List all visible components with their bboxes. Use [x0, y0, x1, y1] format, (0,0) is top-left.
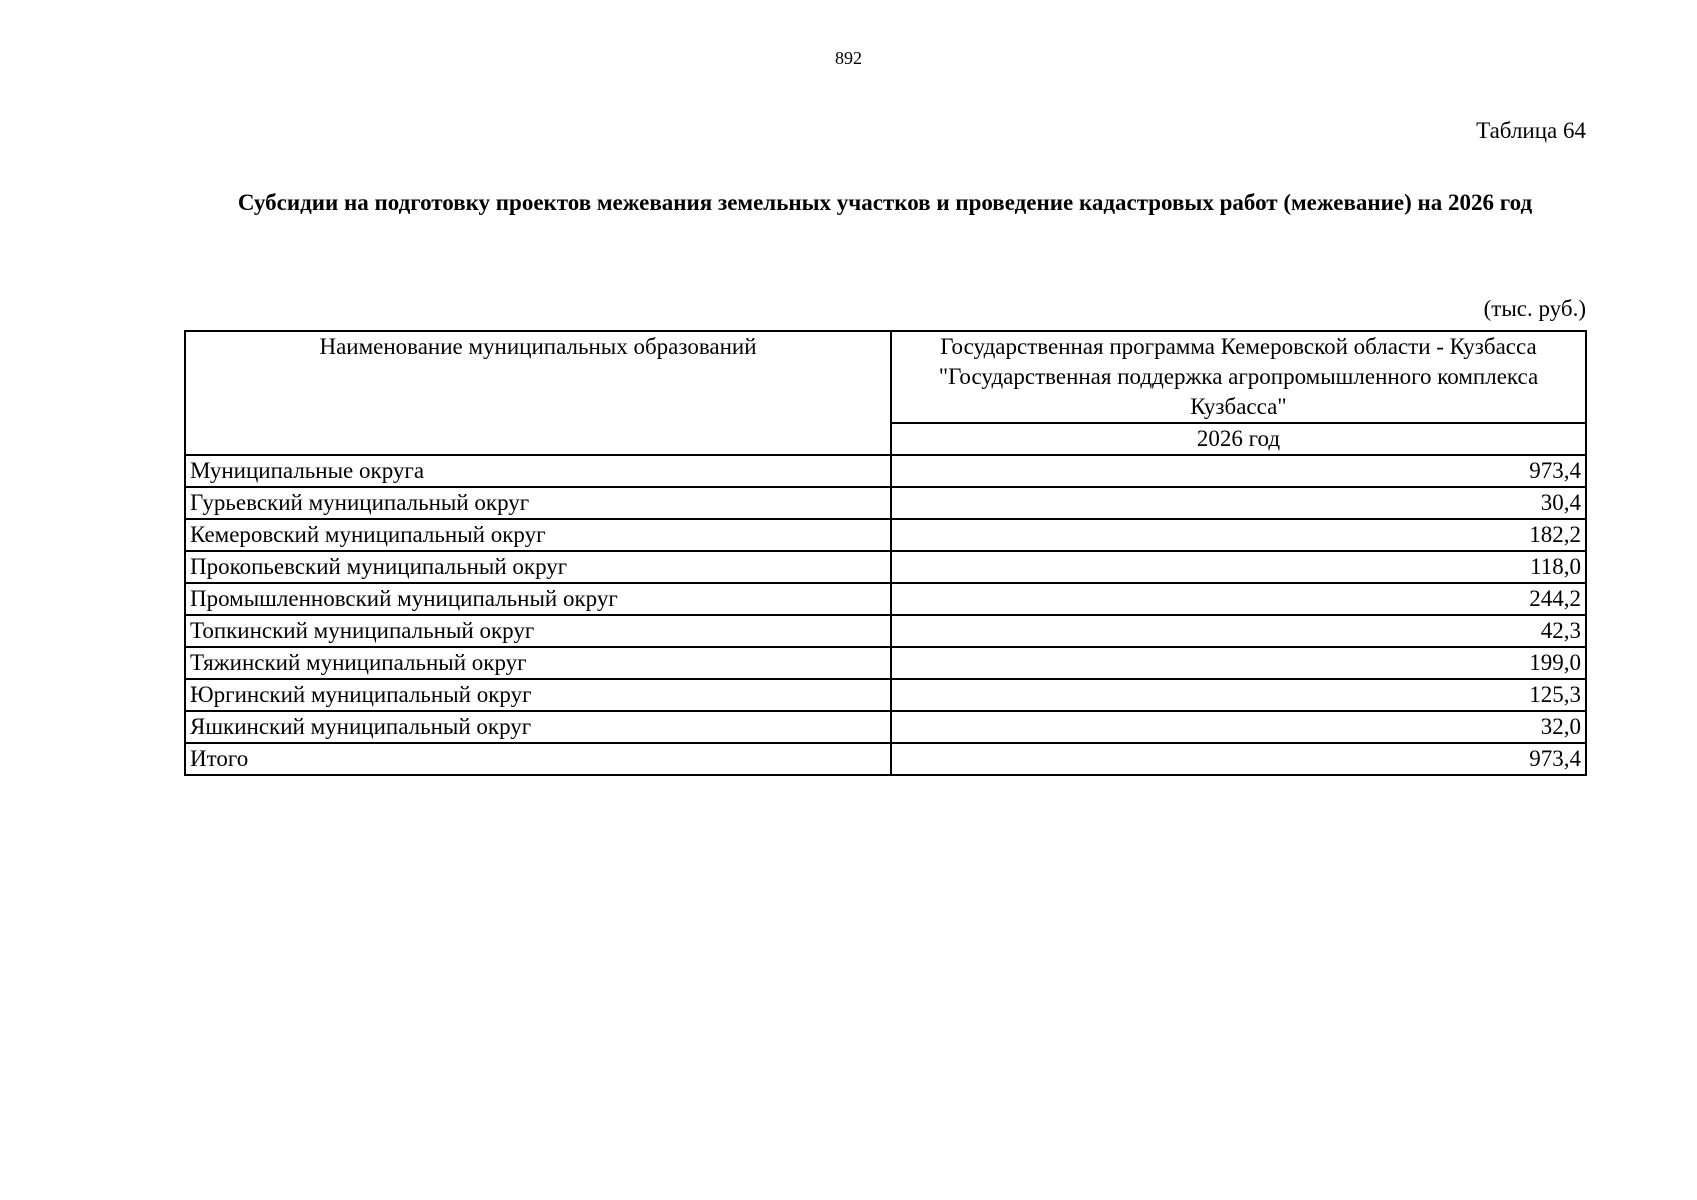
row-value: 118,0: [891, 551, 1586, 583]
group-row-value: 973,4: [891, 455, 1586, 487]
row-value: 32,0: [891, 711, 1586, 743]
table-row: [185, 647, 1586, 679]
row-value: 125,3: [891, 679, 1586, 711]
subsidy-table: [184, 330, 1587, 776]
row-name: Яшкинский муниципальный округ: [185, 711, 891, 743]
row-value: 244,2: [891, 583, 1586, 615]
table-row: [185, 487, 1586, 519]
table-label: Таблица 64: [1476, 118, 1586, 143]
table-row: [185, 519, 1586, 551]
total-row-value: 973,4: [891, 743, 1586, 775]
row-name: Кемеровский муниципальный округ: [185, 519, 891, 551]
row-name: Прокопьевский муниципальный округ: [185, 551, 891, 583]
row-value: 30,4: [891, 487, 1586, 519]
table-header-row: [185, 331, 1586, 423]
table-row: [185, 615, 1586, 647]
header-municipality-name: Наименование муниципальных образований: [185, 331, 891, 455]
row-name: Промышленновский муниципальный округ: [185, 583, 891, 615]
row-name: Юргинский муниципальный округ: [185, 679, 891, 711]
row-value: 182,2: [891, 519, 1586, 551]
header-program: Государственная программа Кемеровской области - Кузбасса "Государственная поддержка агропромышленного комплекса Кузбасса": [891, 331, 1586, 423]
table-row: [185, 551, 1586, 583]
page-number: 892: [835, 48, 862, 68]
row-value: 42,3: [891, 615, 1586, 647]
table-row: [185, 711, 1586, 743]
group-row-name: Муниципальные округа: [185, 455, 891, 487]
unit-label: (тыс. руб.): [1483, 296, 1586, 321]
row-value: 199,0: [891, 647, 1586, 679]
table-row: [185, 583, 1586, 615]
header-year: 2026 год: [891, 423, 1586, 455]
row-name: Гурьевский муниципальный округ: [185, 487, 891, 519]
total-row-name: Итого: [185, 743, 891, 775]
row-name: Тяжинский муниципальный округ: [185, 647, 891, 679]
group-row: [185, 455, 1586, 487]
row-name: Топкинский муниципальный округ: [185, 615, 891, 647]
document-title: Субсидии на подготовку проектов межевания земельных участков и проведение кадастровых работ (межевание) на 2026 год: [237, 190, 1533, 215]
table-row: [185, 679, 1586, 711]
total-row: [185, 743, 1586, 775]
